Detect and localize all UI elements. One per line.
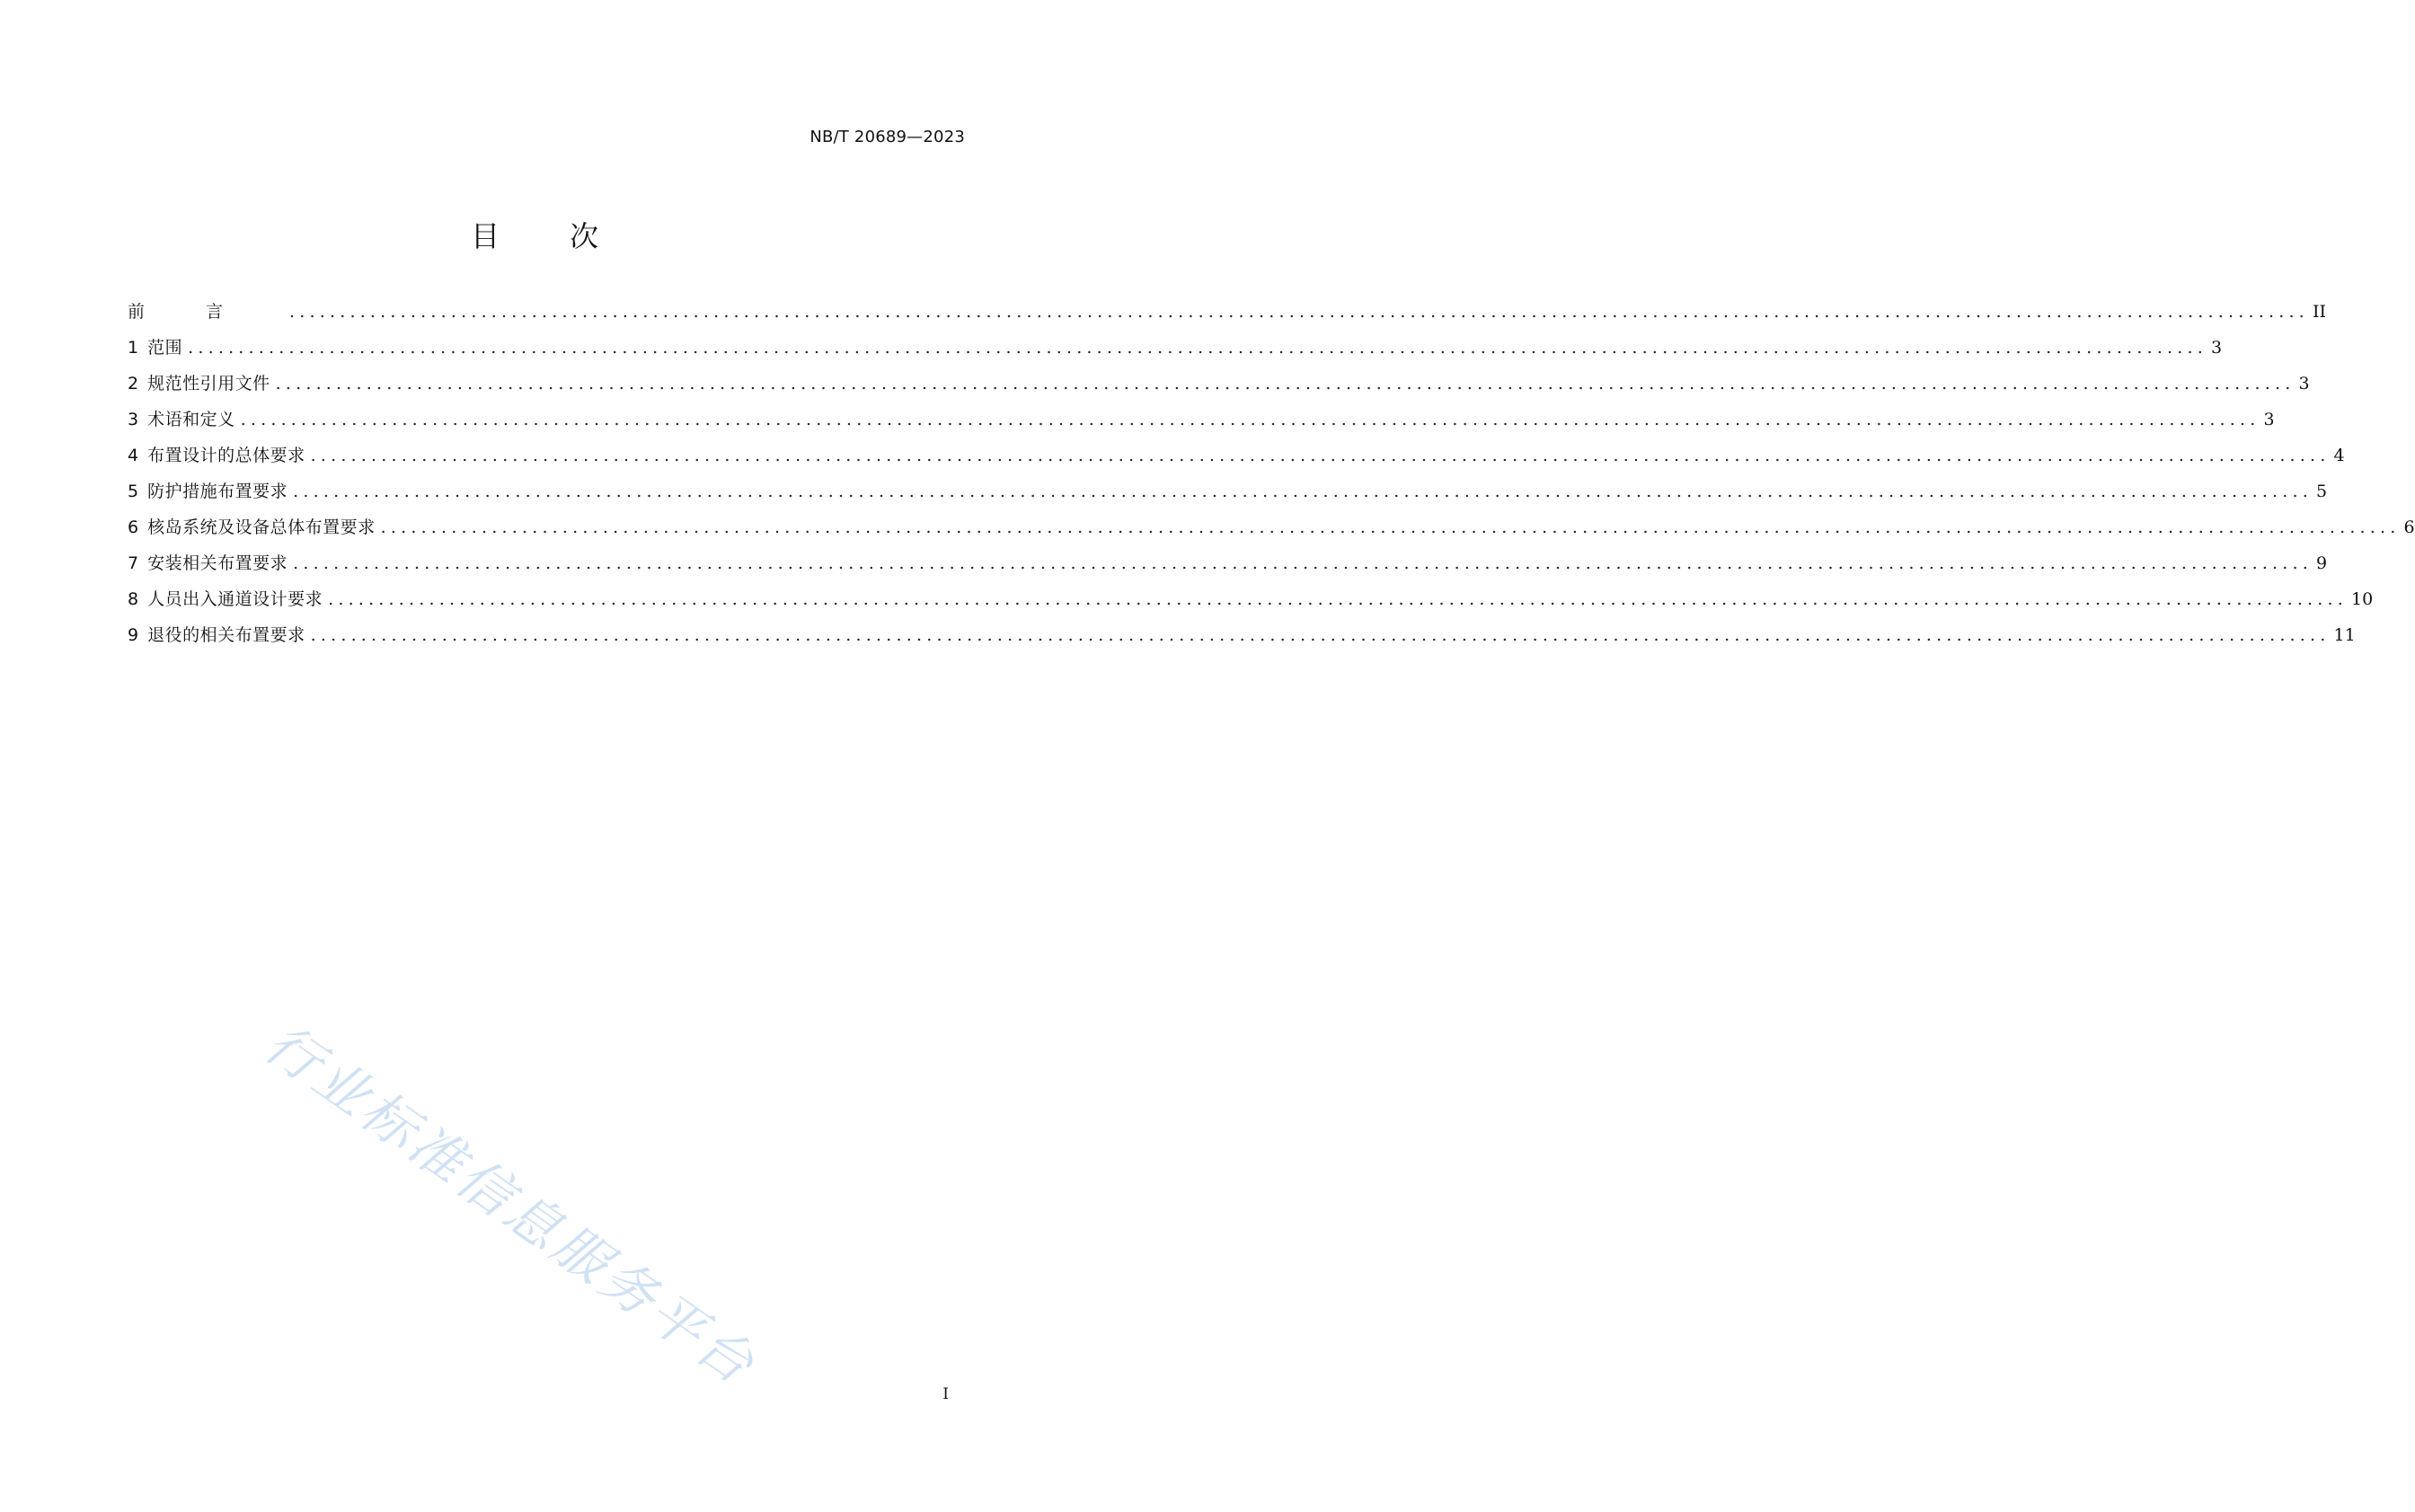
toc-entry-6[interactable] [128, 514, 2415, 550]
toc-entry-number: 3 [128, 410, 139, 429]
toc-entry-8[interactable] [128, 586, 2374, 622]
toc-entry-label [128, 334, 182, 358]
toc-entry-number: 1 [128, 338, 139, 358]
toc-entry-number: 9 [128, 625, 139, 645]
toc-entry-label [128, 550, 288, 574]
toc-entry-page: 6 [2403, 517, 2415, 537]
page-title [0, 214, 1069, 255]
toc-leader-dots: ........................................................................................................................................................................................................ [240, 410, 2260, 429]
toc-entry-page: 3 [2298, 374, 2310, 393]
toc-entry-number: 5 [128, 482, 139, 501]
table-of-contents [128, 298, 2415, 658]
toc-entry-text: 核岛系统及设备总体布置要求 [147, 517, 376, 537]
toc-leader-dots: ........................................................................................................................................................................................................ [328, 589, 2349, 609]
toc-entry-5[interactable] [128, 478, 2328, 514]
toc-entry-foreword[interactable] [128, 298, 2326, 334]
toc-entry-text: 人员出入通道设计要求 [147, 589, 323, 609]
toc-entry-1[interactable] [128, 334, 2223, 370]
page-title-char-2: 次 [570, 219, 599, 253]
toc-entry-number: 2 [128, 374, 139, 393]
toc-entry-label [128, 442, 305, 466]
standard-code: NB/T 20689—2023 [809, 128, 965, 146]
toc-leader-dots: ........................................................................................................................................................................................................ [380, 517, 2401, 537]
toc-leader-dots: ........................................................................................................................................................................................................ [310, 625, 2331, 645]
toc-entry-label [128, 514, 376, 538]
toc-entry-label [128, 586, 323, 610]
toc-entry-text: 规范性引用文件 [147, 374, 270, 393]
page-number: I [942, 1385, 949, 1403]
toc-leader-dots: ........................................................................................................................................................................................................ [310, 446, 2331, 465]
toc-entry-2[interactable] [128, 370, 2310, 406]
toc-entry-page: 10 [2351, 589, 2374, 609]
toc-leader-dots: ........................................................................................................................................................................................................ [275, 374, 2296, 393]
toc-entry-text: 前言 [128, 302, 285, 322]
toc-entry-page: 11 [2333, 625, 2356, 645]
toc-entry-text: 范围 [147, 338, 183, 358]
toc-leader-dots: ........................................................................................................................................................................................................ [289, 302, 2309, 322]
toc-entry-page: 5 [2316, 482, 2328, 501]
toc-entry-number: 8 [128, 589, 139, 609]
toc-entry-text: 防护措施布置要求 [147, 482, 288, 501]
toc-entry-text: 布置设计的总体要求 [147, 446, 305, 465]
toc-entry-page: 3 [2263, 410, 2275, 429]
toc-entry-text: 安装相关布置要求 [147, 553, 288, 573]
watermark: 行业标准信息服务平台 [253, 1012, 768, 1399]
toc-entry-label [128, 370, 270, 394]
toc-leader-dots: ........................................................................................................................................................................................................ [293, 553, 2313, 573]
toc-entry-7[interactable] [128, 550, 2328, 586]
toc-entry-label [128, 622, 305, 646]
toc-leader-dots: ........................................................................................................................................................................................................ [188, 338, 2208, 358]
toc-entry-label [128, 478, 288, 502]
toc-entry-label [128, 298, 284, 323]
toc-entry-3[interactable] [128, 406, 2275, 442]
toc-entry-number: 4 [128, 446, 139, 465]
toc-entry-page: 3 [2211, 338, 2223, 358]
toc-entry-label [128, 406, 235, 430]
toc-entry-page: II [2312, 302, 2326, 322]
toc-entry-page: 4 [2333, 446, 2345, 465]
toc-entry-text: 退役的相关布置要求 [147, 625, 305, 645]
toc-entry-text: 术语和定义 [147, 410, 235, 429]
toc-entry-page: 9 [2316, 553, 2328, 573]
page-title-char-1: 目 [470, 219, 500, 253]
toc-entry-number: 6 [128, 517, 139, 537]
toc-entry-4[interactable] [128, 442, 2345, 478]
toc-entry-number: 7 [128, 553, 139, 573]
toc-entry-9[interactable] [128, 622, 2356, 658]
toc-leader-dots: ........................................................................................................................................................................................................ [293, 482, 2313, 501]
